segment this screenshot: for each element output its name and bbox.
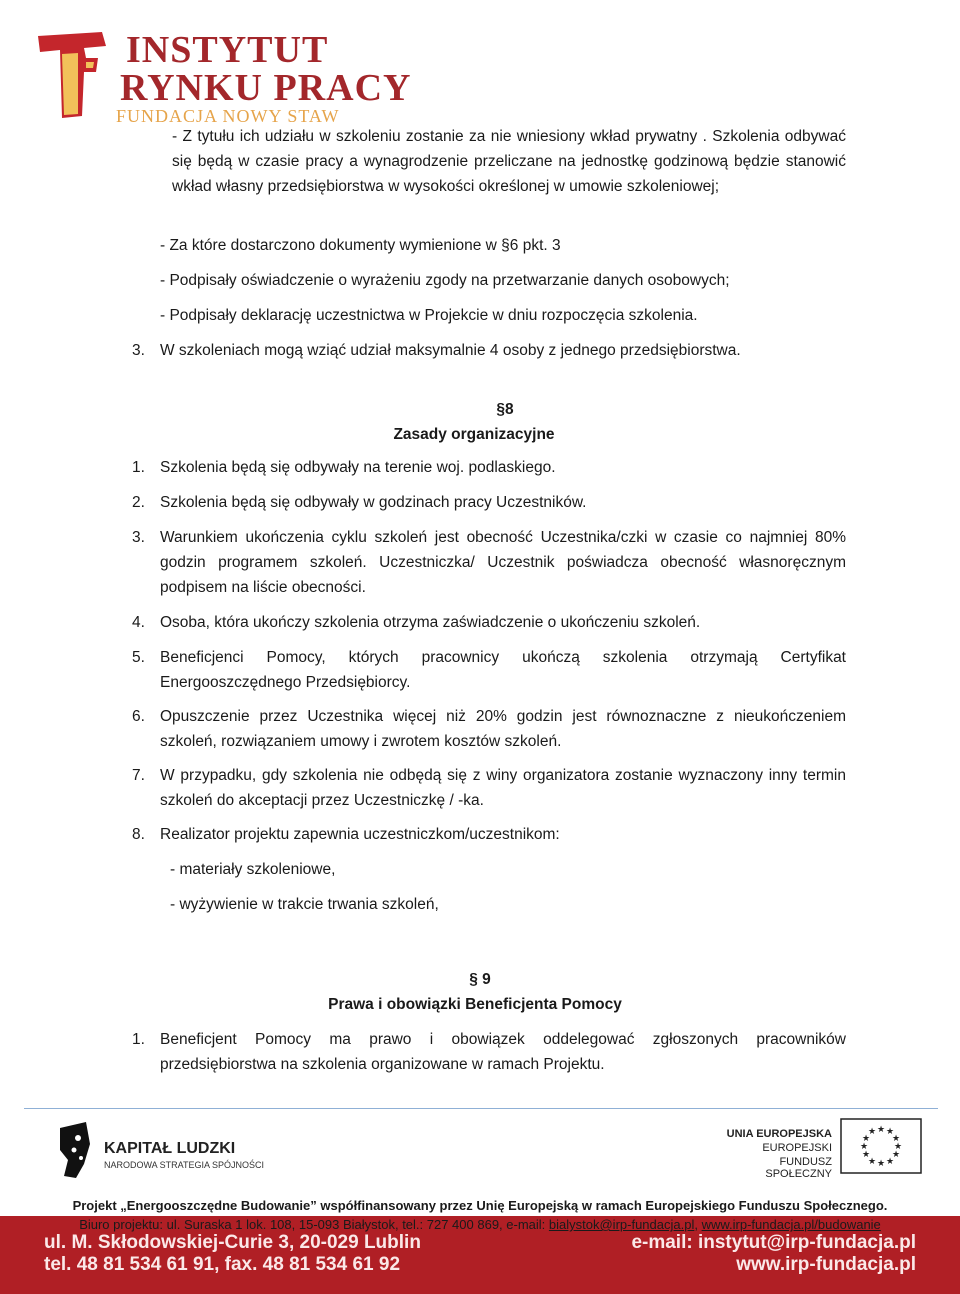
footer-address: ul. M. Skłodowskiej-Curie 3, 20-029 Lublin (44, 1232, 421, 1253)
eu-logo (720, 1118, 930, 1178)
footer-website: www.irp-fundacja.pl (736, 1254, 916, 1275)
kapital-ludzki-title: KAPITAŁ LUDZKI (104, 1140, 236, 1157)
section-8-title: Zasady organizacyjne (393, 426, 555, 443)
section-9-item-1: Beneficjent Pomocy ma prawo i obowiązek oddelegować zgłoszonych pracowników przedsiębiorstwa na szkolenia organizowane w ramach Projektu. (160, 1031, 846, 1073)
section-8-item-6: Opuszczenie przez Uczestnika więcej niż 20% godzin jest równoznaczne z nieukończeniem szkoleń, rozwiązaniem umowy i zwrotem kosztów szkoleń. (160, 708, 846, 750)
section-8-item-8: Realizator projektu zapewnia uczestniczkom/uczestnikom: (160, 826, 560, 843)
section-8-item-5-number: 5. (132, 649, 145, 666)
section-8-item-7-number: 7. (132, 767, 145, 784)
svg-text:★: ★ (885, 1127, 895, 1137)
svg-text:★: ★ (867, 1127, 877, 1137)
section-9-heading: § 9 (469, 971, 491, 988)
section-8-heading: §8 (496, 401, 514, 418)
eu-line-3: FUNDUSZ SPOŁECZNY (765, 1156, 832, 1180)
intro-dash-2: - Podpisały oświadczenie o wyrażeniu zgody na przetwarzanie danych osobowych; (160, 272, 730, 289)
footer-divider (24, 1108, 938, 1109)
section-8-item-2: Szkolenia będą się odbywały w godzinach pracy Uczestników. (160, 494, 587, 511)
institute-logo (32, 22, 412, 126)
section-8-item-1-number: 1. (132, 459, 145, 476)
kapital-ludzki-logo (56, 1120, 266, 1180)
intro-item-number: 3. (132, 342, 145, 359)
svg-text:★: ★ (876, 1125, 886, 1135)
svg-text:★: ★ (859, 1142, 869, 1152)
logo-text-line1: INSTYTUT (126, 29, 329, 71)
svg-text:★: ★ (885, 1157, 895, 1167)
svg-text:★: ★ (891, 1150, 901, 1160)
intro-item-text: W szkoleniach mogą wziąć udział maksymalnie 4 osoby z jednego przedsiębiorstwa. (160, 342, 741, 359)
section-8-item-6-number: 6. (132, 708, 145, 725)
svg-text:★: ★ (891, 1134, 901, 1144)
eu-line-2: EUROPEJSKI (762, 1142, 832, 1154)
section-9-title: Prawa i obowiązki Beneficjenta Pomocy (328, 996, 622, 1013)
office-web-link[interactable]: www.irp-fundacja.pl/budowanie (701, 1217, 881, 1232)
footer-email: e-mail: instytut@irp-fundacja.pl (631, 1232, 916, 1253)
section-8-sub-item-2: - wyżywienie w trakcie trwania szkoleń, (170, 896, 439, 913)
institute-logo-mark-icon (32, 28, 118, 120)
svg-text:★: ★ (876, 1159, 886, 1169)
eu-flag-icon (840, 1118, 922, 1174)
intro-dash-3: - Podpisały deklarację uczestnictwa w Projekcie w dniu rozpoczęcia szkolenia. (160, 307, 698, 324)
section-8-item-1: Szkolenia będą się odbywały na terenie woj. podlaskiego. (160, 459, 556, 476)
svg-text:★: ★ (867, 1157, 877, 1167)
office-address: Biuro projektu: ul. Suraska 1 lok. 108, 15-093 Białystok, tel.: 727 400 869, e-mail: (79, 1217, 549, 1232)
kapital-ludzki-subtitle: NARODOWA STRATEGIA SPÓJNOŚCI (104, 1160, 265, 1170)
office-separator: , (694, 1217, 702, 1232)
section-8-item-3: Warunkiem ukończenia cyklu szkoleń jest obecność Uczestnika/czki w czasie co najmniej 80% godzin programem szkoleń. Uczestniczka/ Uczestnik poświadcza obecność własnoręcznym podpisem na liście obecności. (160, 529, 846, 596)
svg-text:★: ★ (861, 1134, 871, 1144)
section-8-item-4-number: 4. (132, 614, 145, 631)
section-9-item-1-number: 1. (132, 1031, 145, 1048)
intro-dash-1: - Za które dostarczono dokumenty wymienione w §6 pkt. 3 (160, 237, 561, 254)
svg-text:★: ★ (893, 1142, 903, 1152)
section-8-item-7: W przypadku, gdy szkolenia nie odbędą się z winy organizatora zostanie wyznaczony inny termin szkoleń do akceptacji przez Uczestniczkę / -ka. (160, 767, 846, 809)
section-8-sub-item-1: - materiały szkoleniowe, (170, 861, 336, 878)
section-8-item-2-number: 2. (132, 494, 145, 511)
section-8-item-4: Osoba, która ukończy szkolenia otrzyma zaświadczenie o ukończeniu szkoleń. (160, 614, 701, 631)
svg-text:★: ★ (861, 1150, 871, 1160)
section-8-item-8-number: 8. (132, 826, 145, 843)
logo-text-line2: RYNKU PRACY (120, 67, 412, 109)
eu-line-1: UNIA EUROPEJSKA (726, 1128, 832, 1140)
kapital-ludzki-icon (56, 1120, 96, 1180)
section-8-item-3-number: 3. (132, 529, 145, 546)
project-line: Projekt „Energooszczędne Budowanie” współfinansowany przez Unię Europejską w ramach Europejskiego Funduszu Społecznego. (0, 1196, 960, 1216)
footer-phone: tel. 48 81 534 61 91, fax. 48 81 534 61 92 (44, 1254, 401, 1275)
section-8-item-5: Beneficjenci Pomocy, których pracownicy ukończą szkolenia otrzymają Certyfikat Energooszczędnego Przedsiębiorcy. (160, 649, 846, 691)
logo-text-line3: FUNDACJA NOWY STAW (116, 106, 340, 126)
intro-paragraph: - Z tytułu ich udziału w szkoleniu zostanie za nie wniesiony wkład prywatny . Szkolenia odbywać się będą w czasie pracy a wynagrodzenie przeliczane na jednostkę godzinową będzie stanowić wkład własny przedsiębiorstwa w wysokości określonej w umowie szkoleniowej; (172, 128, 846, 195)
office-email-link[interactable]: bialystok@irp-fundacja.pl (548, 1217, 695, 1232)
